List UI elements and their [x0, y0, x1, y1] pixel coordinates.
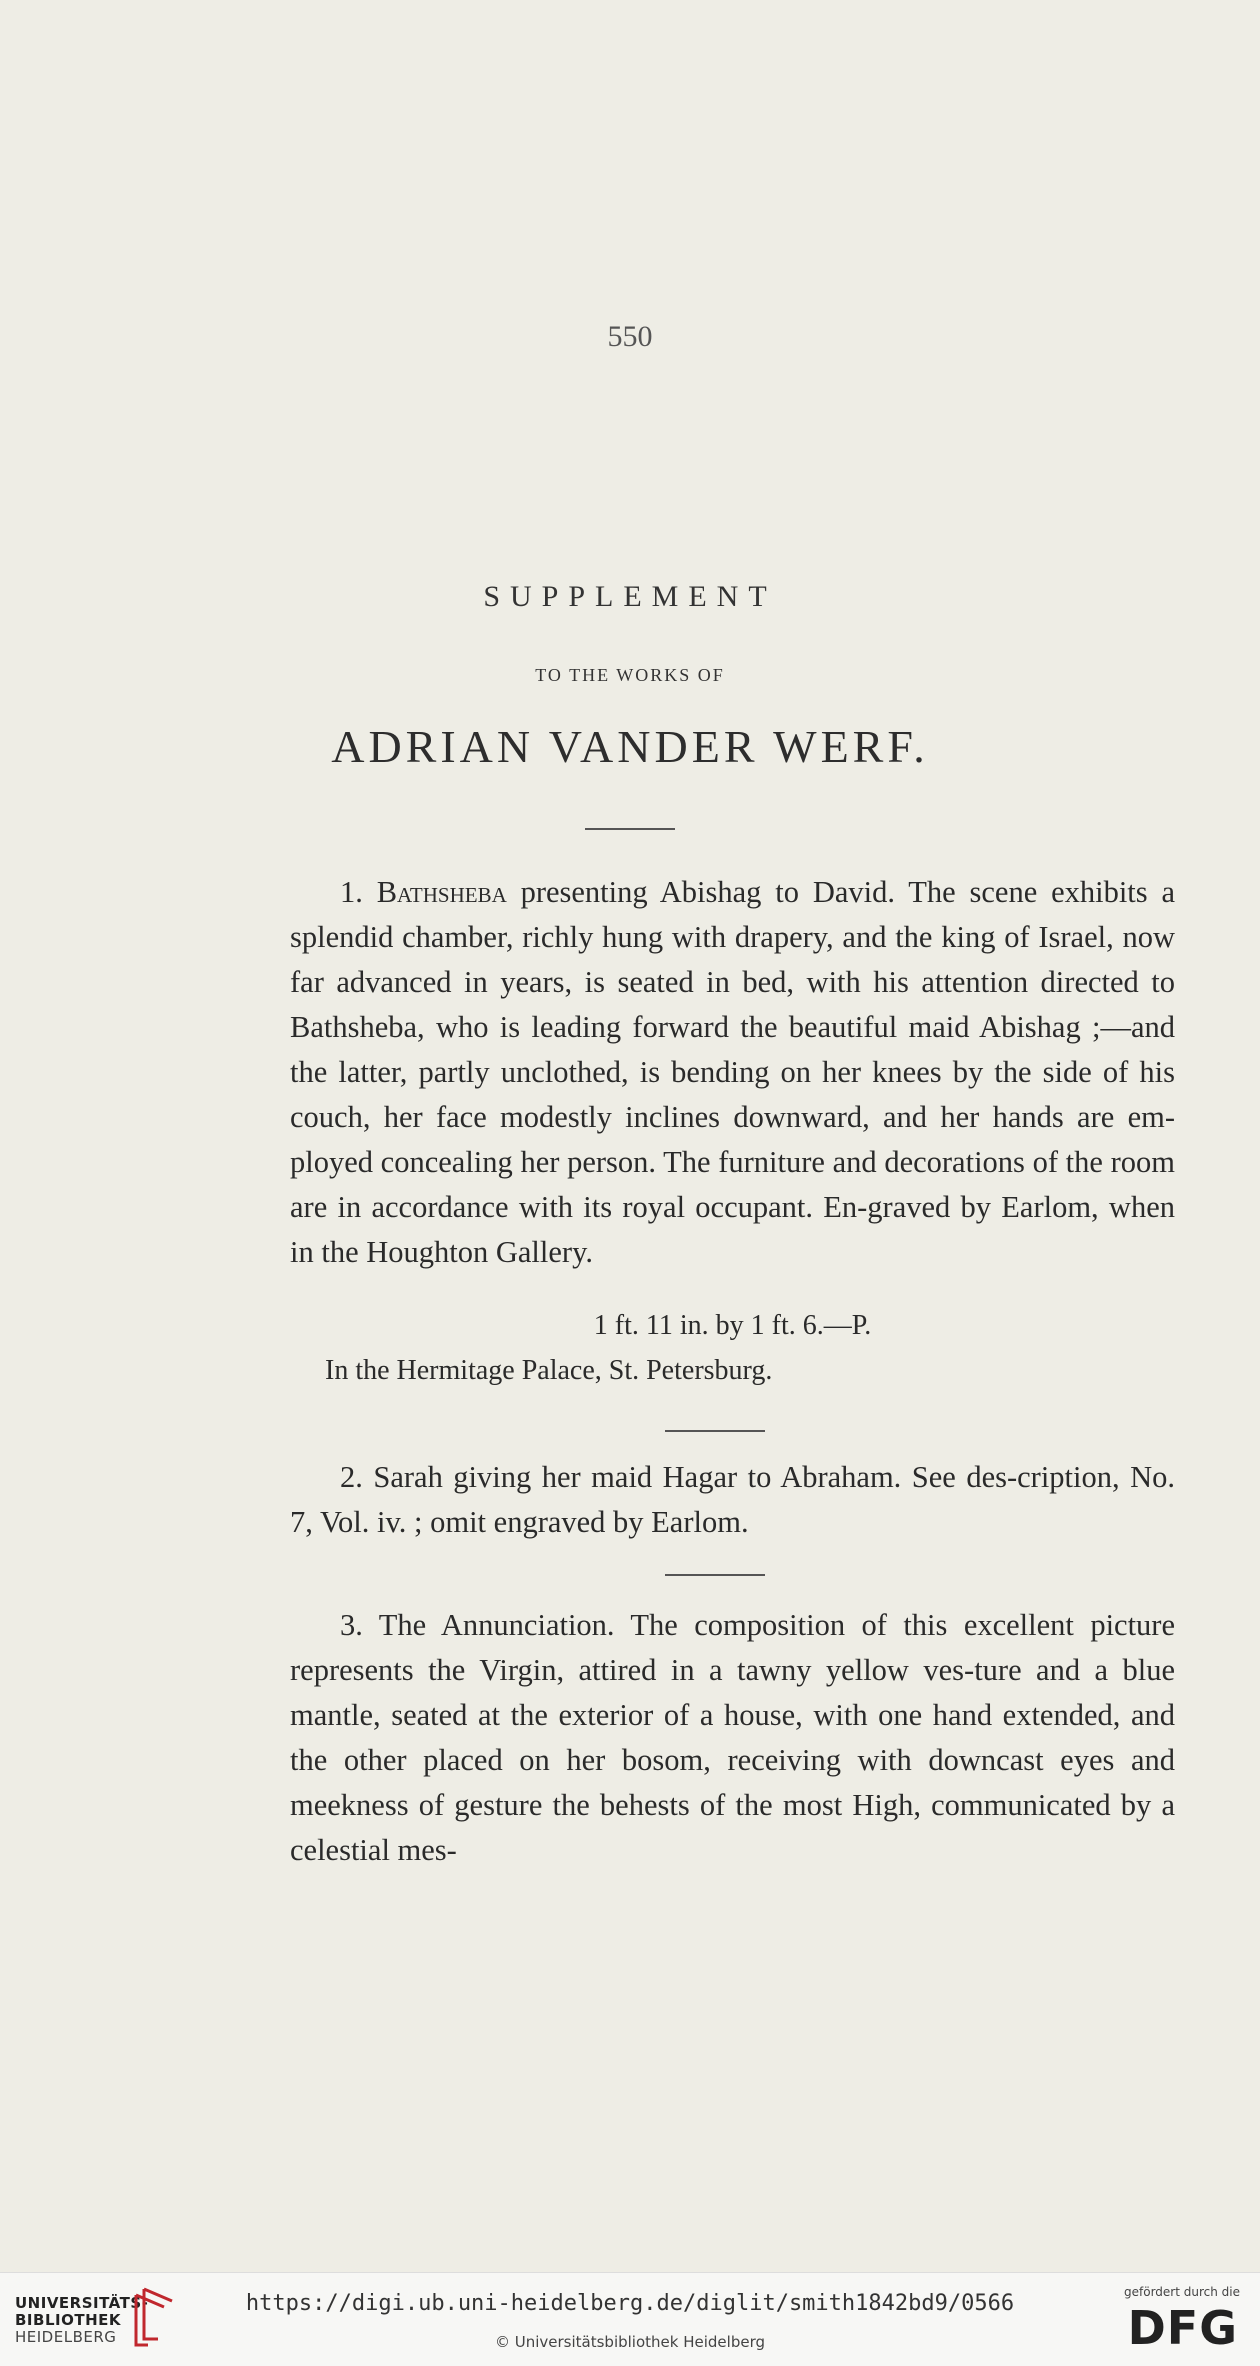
- entry-divider-1: [665, 1430, 765, 1432]
- copyright-notice: © Universitätsbibliothek Heidelberg: [494, 2333, 765, 2351]
- entry-1-paragraph: [290, 870, 1175, 1275]
- permalink-url[interactable]: https://digi.ub.uni-heidelberg.de/diglit/smith1842bd9/0566: [245, 2291, 1015, 2316]
- page-number: 550: [607, 320, 653, 353]
- title-divider: [585, 828, 675, 830]
- entry-1-text: presenting Abishag to David. The scene exhibits a splendid chamber, richly hung with drapery, and the king of Israel, now far advanced in years, is seated in bed, with his attention directed to Bathsheba, who is leading forward the beautiful maid Abishag ;—and the latter, partly unclothed, is bending on her knees by the side of his couch, her face modestly inclines downward, and her hands are em-ployed concealing her person. The furniture and decorations of the room are in accordance with its royal occupant. En-graved by Earlom, when in the Houghton Gallery.: [290, 875, 1176, 1269]
- entry-1-location: In the Hermitage Palace, St. Petersburg.: [325, 1355, 773, 1386]
- dfg-logo: DFG: [1127, 2301, 1238, 2355]
- entry-divider-2: [665, 1574, 765, 1576]
- entry-3-number: 3.: [340, 1608, 363, 1642]
- entry-2-number: 2.: [340, 1460, 363, 1494]
- entry-1-dimensions: 1 ft. 11 in. by 1 ft. 6.—P.: [593, 1310, 872, 1341]
- funding-note: gefördert durch die: [1124, 2285, 1240, 2299]
- entry-1-number: 1.: [340, 875, 363, 909]
- supplement-heading: SUPPLEMENT: [483, 580, 777, 613]
- library-line-2: BIBLIOTHEK: [15, 2311, 121, 2329]
- entry-1-name: Bathsheba: [376, 875, 507, 909]
- viewer-footer: [0, 2272, 1260, 2366]
- artist-title: ADRIAN VANDER WERF.: [331, 721, 929, 772]
- entry-3-text: The Annunciation. The composition of this excellent picture represents the Virgin, attired in a tawny yellow ves-ture and a blue mantle, seated at the exterior of a house, with one hand extended, and the other placed on her bosom, receiving with downcast eyes and meekness of gesture the behests of the most High, communicated by a celestial mes-: [290, 1608, 1175, 1867]
- entry-2-text: Sarah giving her maid Hagar to Abraham. See des-cription, No. 7, Vol. iv. ; omit engraved by Earlom.: [290, 1460, 1176, 1539]
- subheading: TO THE WORKS OF: [535, 665, 725, 685]
- entry-2-paragraph: [290, 1455, 1175, 1545]
- library-line-3: HEIDELBERG: [15, 2328, 117, 2346]
- entry-3-paragraph: [290, 1603, 1175, 1873]
- library-line-1: UNIVERSITÄTS-: [15, 2294, 149, 2312]
